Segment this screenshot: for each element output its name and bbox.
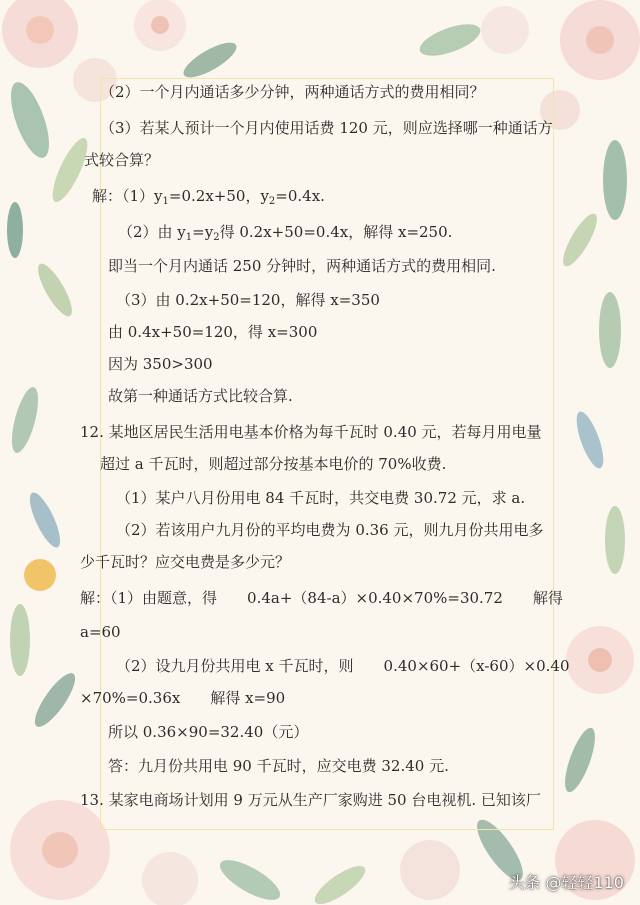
solution-2-prefix: （2）由 y: [118, 223, 186, 241]
subscript-1: 1: [162, 196, 169, 207]
solution-2: [118, 222, 452, 248]
question-3-text-line2: 式较合算？: [84, 151, 160, 169]
solution-3-line3: 因为 350>300: [108, 355, 213, 373]
solution-1-part-a: =0.2x+50，y: [168, 187, 269, 205]
problem-12-part2-line1: （2）若该用户九月份的平均电费为 0.36 元，则九月份共用电多: [116, 521, 544, 539]
problem-13-line1: 13. 某家电商场计划用 9 万元从生产厂家购进 50 台电视机. 已知该厂: [80, 791, 541, 809]
solution-12-part2: （2）设九月份共用电 x 千瓦时，则 0.40×60+（x-60）×0.40: [116, 657, 570, 675]
solution-12-answer-a: a=60: [80, 623, 121, 641]
solution-12-part2-cont: ×70%=0.36x 解得 x=90: [80, 689, 286, 707]
watermark-text: 头条 @轻轻110: [508, 873, 624, 892]
subscript-2: 2: [268, 196, 276, 207]
problem-12-part1: （1）某户八月份用电 84 千瓦时，共交电费 30.72 元，求 a.: [116, 489, 526, 507]
solution-2-mid: =y: [192, 223, 214, 241]
solution-12-calc: 所以 0.36×90=32.40（元）: [108, 723, 309, 741]
problem-12-line1: 12. 某地区居民生活用电基本价格为每千瓦时 0.40 元，若每月用电量: [80, 423, 542, 441]
right-side-leaves: [559, 292, 634, 795]
question-3-text-line1: （3）若某人预计一个月内使用话费 120 元，则应选择哪一种通话方: [100, 119, 553, 137]
problem-12-part2-line2: 少千瓦时？应交电费是多少元？: [80, 553, 291, 571]
solution-2-post: 得 0.2x+50=0.4x，解得 x=250.: [219, 223, 453, 241]
solution-12-final-answer: 答：九月份共用电 90 千瓦时，应交电费 32.40 元.: [108, 757, 449, 775]
solution-1-prefix: 解：（1）y: [92, 187, 163, 205]
solution-1: [92, 186, 325, 212]
solution-1-part-b: =0.4x.: [275, 187, 325, 205]
problem-12-line2: 超过 a 千瓦时，则超过部分按基本电价的 70%收费.: [100, 455, 447, 473]
solution-2-conclusion: 即当一个月内通话 250 分钟时，两种通话方式的费用相同.: [108, 257, 496, 275]
subscript-1b: 1: [185, 232, 193, 243]
left-side-leaves: [7, 385, 82, 732]
solution-12-part1: 解：（1）由题意，得 0.4a+（84-a）×0.40×70%=30.72 解得: [80, 589, 563, 607]
subscript-2b: 2: [213, 232, 220, 243]
solution-3-line2: 由 0.4x+50=120，得 x=300: [108, 323, 318, 341]
question-2-text: （2）一个月内通话多少分钟，两种通话方式的费用相同？: [100, 83, 485, 101]
solution-3-conclusion: 故第一种通话方式比较合算.: [108, 387, 293, 405]
solution-3: （3）由 0.2x+50=120，解得 x=350: [116, 291, 380, 309]
